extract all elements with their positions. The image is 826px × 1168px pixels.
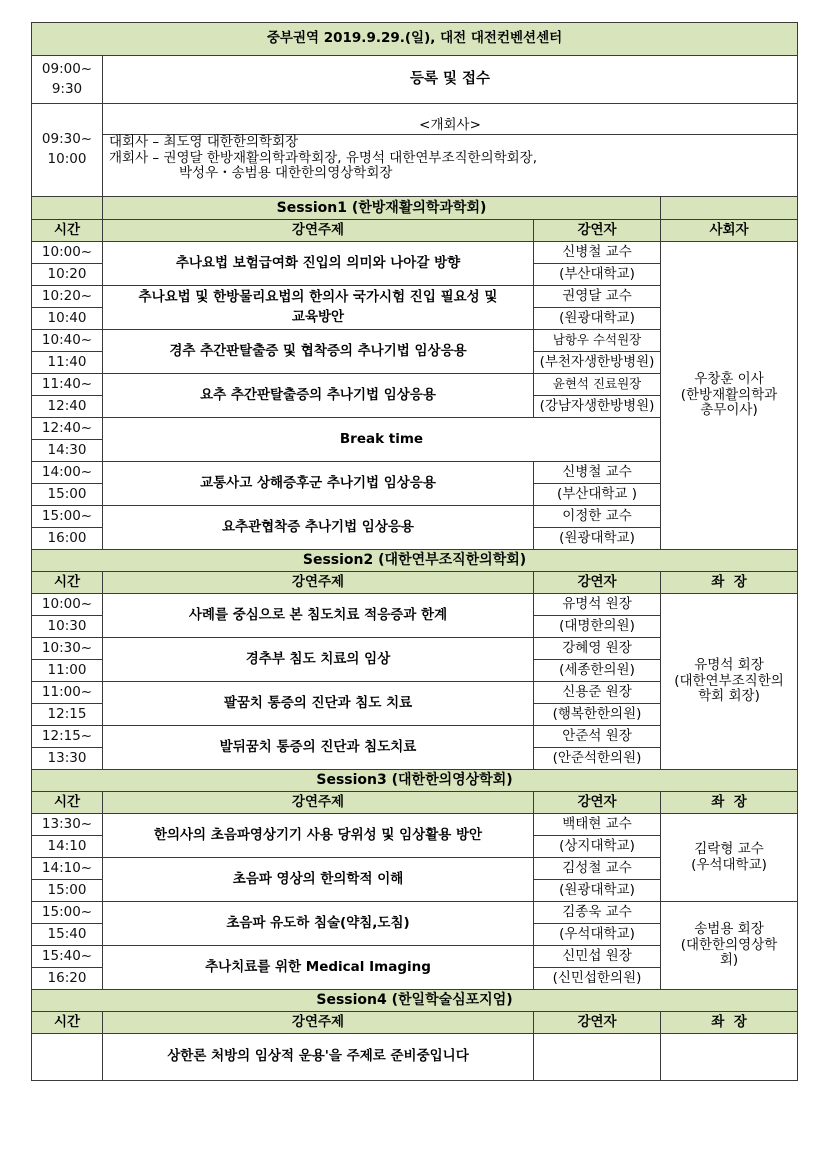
speaker-cell: (원광대학교) bbox=[534, 528, 661, 550]
column-header-row bbox=[32, 220, 798, 242]
table-cell bbox=[534, 1034, 661, 1081]
speaker-cell: 안준석 원장 bbox=[534, 726, 661, 748]
table-cell bbox=[32, 1034, 103, 1081]
speaker-cell: (부천자생한방병원) bbox=[534, 352, 661, 374]
time-cell: 10:30 bbox=[32, 616, 103, 638]
table-cell: 좌 장 bbox=[661, 572, 798, 594]
time-cell: 10:00~ bbox=[32, 242, 103, 264]
topic-cell: 추나치료를 위한 Medical Imaging bbox=[103, 946, 534, 990]
speaker-cell: 강혜영 원장 bbox=[534, 638, 661, 660]
time-cell: 15:40 bbox=[32, 924, 103, 946]
speaker-cell: 윤현석 진료원장 bbox=[534, 374, 661, 396]
table-cell: 강연주제 bbox=[103, 1012, 534, 1034]
time-cell: 13:30~ bbox=[32, 814, 103, 836]
time-cell: 10:00~ bbox=[32, 594, 103, 616]
time-cell: 12:15~ bbox=[32, 726, 103, 748]
opening-time: 09:30~ 10:00 bbox=[32, 104, 103, 197]
time-cell: 15:00~ bbox=[32, 902, 103, 924]
time-cell: 10:40~ bbox=[32, 330, 103, 352]
topic-cell: 팔꿈치 통증의 진단과 침도 치료 bbox=[103, 682, 534, 726]
event-header: 중부권역 2019.9.29.(일), 대전 대전컨벤션센터 bbox=[32, 23, 798, 56]
time-cell: 15:00~ bbox=[32, 506, 103, 528]
column-header-row bbox=[32, 1012, 798, 1034]
speaker-cell: (원광대학교) bbox=[534, 308, 661, 330]
opening-line: 개회사 – 권영달 한방재활의학과학회장, 유명석 대한연부조직한의학회장, bbox=[109, 149, 538, 166]
topic-cell: 초음파 영상의 한의학적 이해 bbox=[103, 858, 534, 902]
time-cell: 12:40 bbox=[32, 396, 103, 418]
table-cell: 강연자 bbox=[534, 792, 661, 814]
topic-cell: 상한론 처방의 임상적 운용'을 주제로 준비중입니다 bbox=[103, 1034, 534, 1081]
session-title-row bbox=[32, 770, 798, 792]
time-cell: 11:40 bbox=[32, 352, 103, 374]
time-cell: 10:20~ bbox=[32, 286, 103, 308]
speaker-cell: 김종욱 교수 bbox=[534, 902, 661, 924]
session-title: Session1 (한방재활의학과학회) bbox=[103, 197, 661, 220]
col-moderator: 사회자 bbox=[661, 220, 798, 242]
table-cell bbox=[32, 197, 103, 220]
table-row bbox=[32, 242, 798, 264]
time-cell: 10:20 bbox=[32, 264, 103, 286]
registration-row bbox=[32, 56, 798, 104]
speaker-cell: (우석대학교) bbox=[534, 924, 661, 946]
table-cell bbox=[661, 197, 798, 220]
topic-cell: 한의사의 초음파영상기기 사용 당위성 및 임상활용 방안 bbox=[103, 814, 534, 858]
table-cell bbox=[661, 1034, 798, 1081]
table-cell: 강연자 bbox=[534, 572, 661, 594]
header-row bbox=[32, 23, 798, 56]
topic-cell: 사례를 중심으로 본 침도치료 적응증과 한계 bbox=[103, 594, 534, 638]
moderator-cell: 유명석 회장 (대한연부조직한의 학회 회장) bbox=[661, 594, 798, 770]
schedule-table bbox=[31, 22, 798, 1081]
topic-cell: 요추 추간판탈출증의 추나기법 임상응용 bbox=[103, 374, 534, 418]
speaker-cell: (부산대학교 ) bbox=[534, 484, 661, 506]
topic-cell: 추나요법 보험급여화 진입의 의미와 나아갈 방향 bbox=[103, 242, 534, 286]
time-cell: 16:20 bbox=[32, 968, 103, 990]
time-cell: 15:00 bbox=[32, 484, 103, 506]
time-cell: 14:10~ bbox=[32, 858, 103, 880]
speaker-cell: (부산대학교) bbox=[534, 264, 661, 286]
time-cell: 11:40~ bbox=[32, 374, 103, 396]
table-cell: 강연주제 bbox=[103, 792, 534, 814]
opening-line: 대회사 – 최도영 대한한의학회장 bbox=[109, 133, 299, 150]
table-row bbox=[32, 1034, 798, 1081]
column-header-row bbox=[32, 572, 798, 594]
speaker-cell: 신용준 원장 bbox=[534, 682, 661, 704]
opening-row bbox=[32, 104, 798, 197]
speaker-cell: (안준석한의원) bbox=[534, 748, 661, 770]
table-cell: 시간 bbox=[32, 1012, 103, 1034]
moderator-cell: 우창훈 이사 (한방재활의학과 총무이사) bbox=[661, 242, 798, 550]
col-speaker: 강연자 bbox=[534, 220, 661, 242]
speaker-cell: (신민섭한의원) bbox=[534, 968, 661, 990]
speaker-cell: (행복한한의원) bbox=[534, 704, 661, 726]
col-topic: 강연주제 bbox=[103, 220, 534, 242]
table-row bbox=[32, 594, 798, 616]
table-cell: 좌 장 bbox=[661, 792, 798, 814]
session-title-row bbox=[32, 990, 798, 1012]
topic-cell: 추나요법 및 한방물리요법의 한의사 국가시험 진입 필요성 및 교육방안 bbox=[103, 286, 534, 330]
moderator-cell: 송범용 회장 (대한한의영상학 회) bbox=[661, 902, 798, 990]
table-cell: 강연주제 bbox=[103, 572, 534, 594]
speaker-cell: 이정한 교수 bbox=[534, 506, 661, 528]
table-cell: 시간 bbox=[32, 572, 103, 594]
time-cell: 14:00~ bbox=[32, 462, 103, 484]
session-title: Session4 (한일학술심포지엄) bbox=[32, 990, 798, 1012]
speaker-cell: 유명석 원장 bbox=[534, 594, 661, 616]
opening-title: <개회사> bbox=[103, 118, 797, 135]
speaker-cell: (상지대학교) bbox=[534, 836, 661, 858]
time-cell: 12:40~ bbox=[32, 418, 103, 440]
session-title-row bbox=[32, 550, 798, 572]
time-cell: 13:30 bbox=[32, 748, 103, 770]
topic-cell: 경추 추간판탈출증 및 협착증의 추나기법 임상응용 bbox=[103, 330, 534, 374]
speaker-cell: 백태현 교수 bbox=[534, 814, 661, 836]
speaker-cell: 신병철 교수 bbox=[534, 462, 661, 484]
topic-cell: 교통사고 상해증후군 추나기법 임상응용 bbox=[103, 462, 534, 506]
time-cell: 14:30 bbox=[32, 440, 103, 462]
col-time: 시간 bbox=[32, 220, 103, 242]
topic-cell: 경추부 침도 치료의 임상 bbox=[103, 638, 534, 682]
table-cell: 강연자 bbox=[534, 1012, 661, 1034]
session-title-row bbox=[32, 197, 798, 220]
table-row bbox=[32, 902, 798, 924]
time-cell: 15:00 bbox=[32, 880, 103, 902]
speaker-cell: 권영달 교수 bbox=[534, 286, 661, 308]
speaker-cell: 남항우 수석원장 bbox=[534, 330, 661, 352]
opening-line: 박성우・송범용 대한한의영상학회장 bbox=[179, 165, 393, 182]
time-cell: 14:10 bbox=[32, 836, 103, 858]
column-header-row bbox=[32, 792, 798, 814]
topic-cell: 요추관협착증 추나기법 임상응용 bbox=[103, 506, 534, 550]
topic-cell: 발뒤꿈치 통증의 진단과 침도치료 bbox=[103, 726, 534, 770]
table-cell: 시간 bbox=[32, 792, 103, 814]
speaker-cell: (원광대학교) bbox=[534, 880, 661, 902]
table-cell: 좌 장 bbox=[661, 1012, 798, 1034]
time-cell: 10:30~ bbox=[32, 638, 103, 660]
registration-time: 09:00~ 9:30 bbox=[32, 56, 103, 104]
time-cell: 15:40~ bbox=[32, 946, 103, 968]
speaker-cell: 신병철 교수 bbox=[534, 242, 661, 264]
break-cell: Break time bbox=[103, 418, 661, 462]
speaker-cell: 김성철 교수 bbox=[534, 858, 661, 880]
registration-label: 등록 및 접수 bbox=[103, 56, 798, 104]
speaker-cell: (강남자생한방병원) bbox=[534, 396, 661, 418]
moderator-cell: 김락형 교수 (우석대학교) bbox=[661, 814, 798, 902]
table-row bbox=[32, 814, 798, 836]
time-cell: 10:40 bbox=[32, 308, 103, 330]
opening-remarks bbox=[103, 104, 798, 197]
speaker-cell: (세종한의원) bbox=[534, 660, 661, 682]
time-cell: 12:15 bbox=[32, 704, 103, 726]
session-title: Session2 (대한연부조직한의학회) bbox=[32, 550, 798, 572]
session-title: Session3 (대한한의영상학회) bbox=[32, 770, 798, 792]
speaker-cell: 신민섭 원장 bbox=[534, 946, 661, 968]
topic-cell: 초음파 유도하 침술(약침,도침) bbox=[103, 902, 534, 946]
speaker-cell: (대명한의원) bbox=[534, 616, 661, 638]
time-cell: 11:00 bbox=[32, 660, 103, 682]
time-cell: 11:00~ bbox=[32, 682, 103, 704]
time-cell: 16:00 bbox=[32, 528, 103, 550]
